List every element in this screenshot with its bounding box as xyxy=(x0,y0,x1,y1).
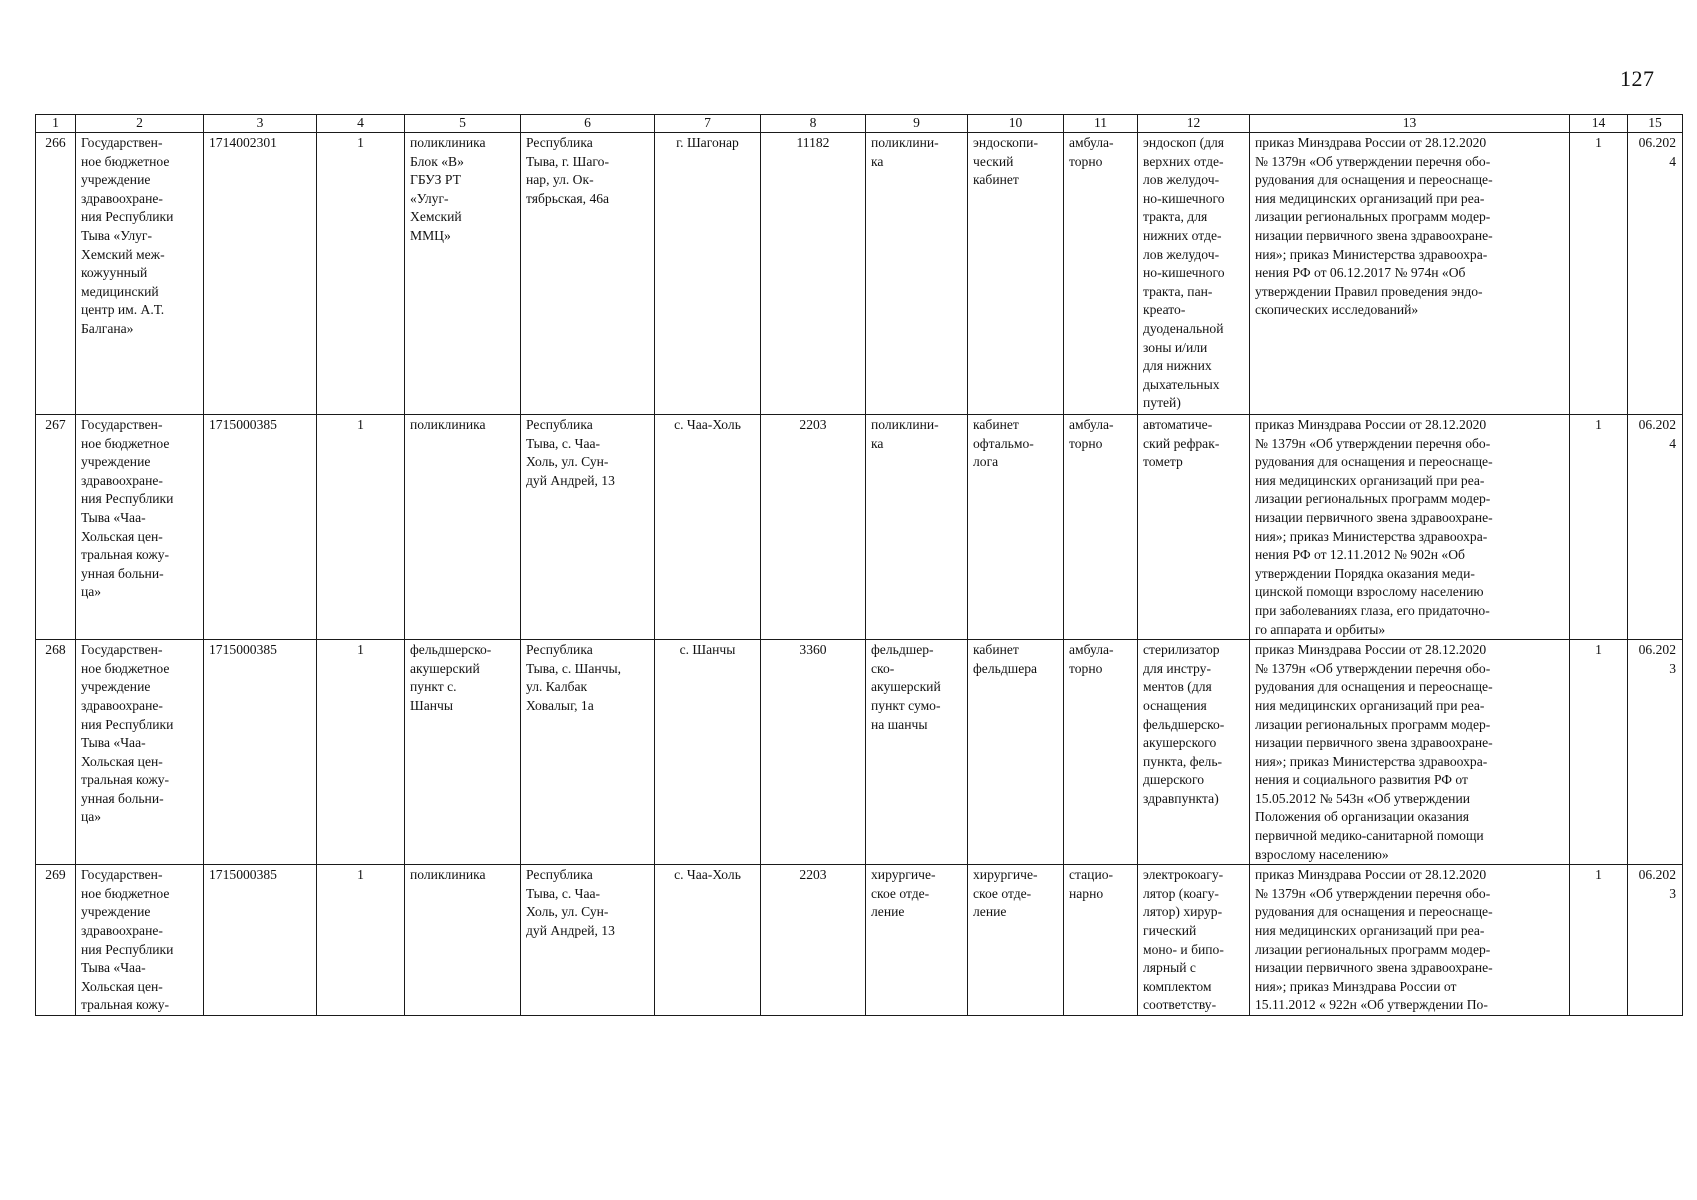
code-cell: 1715000385 xyxy=(204,415,317,640)
table-row xyxy=(36,865,1683,1016)
address-cell: Республика Тыва, с. Чаа- Холь, ул. Сун- дуй Андрей, 13 xyxy=(521,865,655,1016)
basis-cell: приказ Минздрава России от 28.12.2020 № 1379н «Об утверждении перечня обо- рудования для оснащения и переоснаще- ния медицинских организаций при реа- лизации региональных программ модер- низации первичного звена здравоохране- ния»; приказ Министерства здравоохра- нения РФ от 06.12.2017 № 974н «Об утверждении Правил проведения эндо- скопических исследований» xyxy=(1250,133,1570,415)
count-cell: 1 xyxy=(1570,865,1628,1016)
unit-cell: хирургиче- ское отде- ление xyxy=(968,865,1064,1016)
qty-cell: 1 xyxy=(317,640,405,865)
column-header: 1 xyxy=(36,115,76,133)
column-header: 7 xyxy=(655,115,761,133)
equipment-cell: электрокоагу- лятор (коагу- лятор) хирур- гический моно- и бипо- лярный с комплектом соответству- xyxy=(1138,865,1250,1016)
date-cell: 06.2023 xyxy=(1628,865,1683,1016)
equipment-cell: стерилизатор для инстру- ментов (для оснащения фельдшерско- акушерского пункта, фель- дшерского здравпункта) xyxy=(1138,640,1250,865)
date-cell: 06.2024 xyxy=(1628,133,1683,415)
facility-cell: поликлиника Блок «В» ГБУЗ РТ «Улуг- Хемский ММЦ» xyxy=(405,133,521,415)
qty-cell: 1 xyxy=(317,415,405,640)
column-header: 10 xyxy=(968,115,1064,133)
page-number: 127 xyxy=(1620,66,1655,91)
population-cell: 3360 xyxy=(761,640,866,865)
facility-cell: поликлиника xyxy=(405,415,521,640)
table-row xyxy=(36,133,1683,415)
locality-cell: г. Шагонар xyxy=(655,133,761,415)
column-header: 3 xyxy=(204,115,317,133)
organization-cell: Государствен- ное бюджетное учреждение здравоохране- ния Республики Тыва «Чаа- Хольская цен- тральная кожу- унная больни- ца» xyxy=(76,640,204,865)
population-cell: 2203 xyxy=(761,865,866,1016)
care-form-cell: стацио- нарно xyxy=(1064,865,1138,1016)
count-cell: 1 xyxy=(1570,640,1628,865)
address-cell: Республика Тыва, г. Шаго- нар, ул. Ок- тябрьская, 46а xyxy=(521,133,655,415)
code-cell: 1715000385 xyxy=(204,865,317,1016)
column-header: 8 xyxy=(761,115,866,133)
equipment-table xyxy=(35,114,1683,1016)
organization-cell: Государствен- ное бюджетное учреждение здравоохране- ния Республики Тыва «Чаа- Хольская цен- тральная кожу- xyxy=(76,865,204,1016)
table-row xyxy=(36,415,1683,640)
unit-cell: кабинет фельдшера xyxy=(968,640,1064,865)
unit-cell: эндоскопи- ческий кабинет xyxy=(968,133,1064,415)
code-cell: 1715000385 xyxy=(204,640,317,865)
column-header: 12 xyxy=(1138,115,1250,133)
date-cell: 06.2023 xyxy=(1628,640,1683,865)
subdivision-cell: поликлини- ка xyxy=(866,133,968,415)
row-number: 268 xyxy=(36,640,76,865)
equipment-cell: эндоскоп (для верхних отде- лов желудоч- но-кишечного тракта, для нижних отде- лов желудоч- но-кишечного тракта, пан- креато- дуоденальной зоны и/или для нижних дыхательных путей) xyxy=(1138,133,1250,415)
column-header: 4 xyxy=(317,115,405,133)
column-header: 11 xyxy=(1064,115,1138,133)
subdivision-cell: поликлини- ка xyxy=(866,415,968,640)
address-cell: Республика Тыва, с. Шанчы, ул. Калбак Ховалыг, 1а xyxy=(521,640,655,865)
column-header: 5 xyxy=(405,115,521,133)
basis-cell: приказ Минздрава России от 28.12.2020 № 1379н «Об утверждении перечня обо- рудования для оснащения и переоснаще- ния медицинских организаций при реа- лизации региональных программ модер- низации первичного звена здравоохране- ния»; приказ Минздрава России от 15.11.2012 « 922н «Об утверждении По- xyxy=(1250,865,1570,1016)
column-header: 13 xyxy=(1250,115,1570,133)
column-header: 14 xyxy=(1570,115,1628,133)
locality-cell: с. Чаа-Холь xyxy=(655,865,761,1016)
code-cell: 1714002301 xyxy=(204,133,317,415)
subdivision-cell: хирургиче- ское отде- ление xyxy=(866,865,968,1016)
population-cell: 11182 xyxy=(761,133,866,415)
column-number-row xyxy=(36,115,1683,133)
address-cell: Республика Тыва, с. Чаа- Холь, ул. Сун- дуй Андрей, 13 xyxy=(521,415,655,640)
care-form-cell: амбула- торно xyxy=(1064,133,1138,415)
equipment-cell: автоматиче- ский рефрак- тометр xyxy=(1138,415,1250,640)
subdivision-cell: фельдшер- ско- акушерский пункт сумо- на шанчы xyxy=(866,640,968,865)
unit-cell: кабинет офтальмо- лога xyxy=(968,415,1064,640)
locality-cell: с. Шанчы xyxy=(655,640,761,865)
column-header: 6 xyxy=(521,115,655,133)
basis-cell: приказ Минздрава России от 28.12.2020 № 1379н «Об утверждении перечня обо- рудования для оснащения и переоснаще- ния медицинских организаций при реа- лизации региональных программ модер- низации первичного звена здравоохране- ния»; приказ Министерства здравоохра- нения РФ от 12.11.2012 № 902н «Об утверждении Порядка оказания меди- цинской помощи взрослому населению при заболеваниях глаза, его придаточно- го аппарата и орбиты» xyxy=(1250,415,1570,640)
column-header: 15 xyxy=(1628,115,1683,133)
column-header: 9 xyxy=(866,115,968,133)
count-cell: 1 xyxy=(1570,415,1628,640)
date-cell: 06.2024 xyxy=(1628,415,1683,640)
locality-cell: с. Чаа-Холь xyxy=(655,415,761,640)
row-number: 267 xyxy=(36,415,76,640)
facility-cell: поликлиника xyxy=(405,865,521,1016)
organization-cell: Государствен- ное бюджетное учреждение здравоохране- ния Республики Тыва «Чаа- Хольская цен- тральная кожу- унная больни- ца» xyxy=(76,415,204,640)
care-form-cell: амбула- торно xyxy=(1064,640,1138,865)
qty-cell: 1 xyxy=(317,865,405,1016)
population-cell: 2203 xyxy=(761,415,866,640)
count-cell: 1 xyxy=(1570,133,1628,415)
organization-cell: Государствен- ное бюджетное учреждение здравоохране- ния Республики Тыва «Улуг- Хемский меж- кожуунный медицинский центр им. А.Т. Балгана» xyxy=(76,133,204,415)
basis-cell: приказ Минздрава России от 28.12.2020 № 1379н «Об утверждении перечня обо- рудования для оснащения и переоснаще- ния медицинских организаций при реа- лизации региональных программ модер- низации первичного звена здравоохране- ния»; приказ Министерства здравоохра- нения и социального развития РФ от 15.05.2012 № 543н «Об утверждении Положения об организации оказания первичной медико-санитарной помощи взрослому населению» xyxy=(1250,640,1570,865)
care-form-cell: амбула- торно xyxy=(1064,415,1138,640)
table-row xyxy=(36,640,1683,865)
row-number: 269 xyxy=(36,865,76,1016)
row-number: 266 xyxy=(36,133,76,415)
column-header: 2 xyxy=(76,115,204,133)
qty-cell: 1 xyxy=(317,133,405,415)
facility-cell: фельдшерско- акушерский пункт с. Шанчы xyxy=(405,640,521,865)
